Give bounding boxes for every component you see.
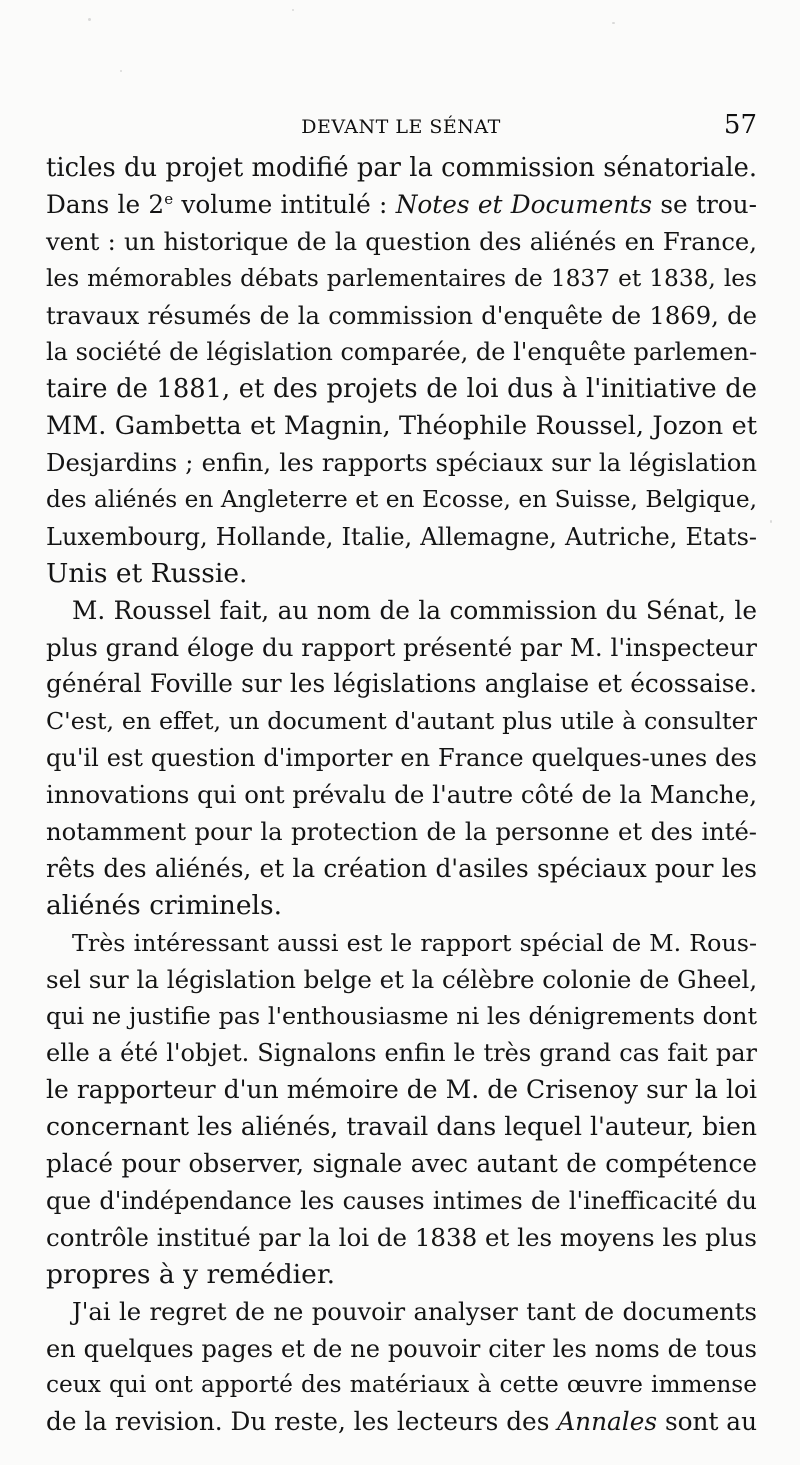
text-line: innovations qui ont prévalu de l'autre côté de la Manche, <box>46 780 757 810</box>
text-line: placé pour observer, signale avec autant de compétence <box>46 1149 757 1179</box>
page-number: 57 <box>723 110 757 140</box>
text-line: qui ne justifie pas l'enthousiasme ni les dénigrements dont <box>46 1002 757 1031</box>
text-line: en quelques pages et de ne pouvoir citer les noms de tous <box>46 1334 757 1363</box>
text-line: vent : un historique de la question des aliénés en France, <box>46 226 757 256</box>
text-line: Luxembourg, Hollande, Italie, Allemagne, Autriche, Etats- <box>46 522 757 551</box>
text-line: général Foville sur les législations anglaise et écossaise. <box>46 669 757 699</box>
text-line: MM. Gambetta et Magnin, Théophile Roussel, Jozon et <box>46 411 757 442</box>
running-head <box>45 110 757 146</box>
text-line: des aliénés en Angleterre et en Ecosse, en Suisse, Belgique, <box>46 486 757 514</box>
body-text <box>46 150 757 1441</box>
text-line: Dans le 2e volume intitulé : Notes et Documents se trou- <box>46 189 757 219</box>
text-line: Unis et Russie. <box>46 557 248 589</box>
text-line: contrôle institué par la loi de 1838 et les moyens les plus <box>46 1222 757 1252</box>
text-line: travaux résumés de la commission d'enquête de 1869, de <box>46 300 757 330</box>
running-title: DEVANT LE SÉNAT <box>301 116 501 138</box>
text-line: les mémorables débats parlementaires de 1837 et 1838, les <box>46 264 757 292</box>
text-line: de la revision. Du reste, les lecteurs des Annales sont au <box>46 1407 758 1437</box>
text-line: que d'indépendance les causes intimes de l'inefficacité du <box>46 1186 757 1215</box>
text-line: C'est, en effet, un document d'autant plus utile à consulter <box>46 707 757 736</box>
text-line: le rapporteur d'un mémoire de M. de Crisenoy sur la loi <box>46 1075 757 1105</box>
text-line: M. Roussel fait, au nom de la commission du Sénat, le <box>72 595 757 625</box>
text-line: aliénés criminels. <box>46 889 283 921</box>
text-line: la société de législation comparée, de l'enquête parlemen- <box>46 338 758 367</box>
text-line: ceux qui ont apporté des matériaux à cette œuvre immense <box>46 1371 757 1399</box>
text-line: concernant les aliénés, travail dans lequel l'auteur, bien <box>46 1112 757 1142</box>
text-line: taire de 1881, et des projets de loi dus à l'initiative de <box>46 374 757 405</box>
text-line: ticles du projet modifié par la commission sénatoriale. <box>46 153 757 183</box>
text-line: rêts des aliénés, et la création d'asiles spéciaux pour les <box>46 853 757 883</box>
text-line: plus grand éloge du rapport présenté par M. l'inspecteur <box>46 632 757 662</box>
text-line: notamment pour la protection de la personne et des inté- <box>46 817 757 847</box>
text-line: propres à y remédier. <box>46 1258 336 1290</box>
text-line: Desjardins ; enfin, les rapports spéciaux sur la législation <box>46 448 757 478</box>
text-line: sel sur la législation belge et la célèbre colonie de Gheel, <box>46 964 758 994</box>
text-line: elle a été l'objet. Signalons enfin le très grand cas fait par <box>46 1039 757 1068</box>
text-line: qu'il est question d'importer en France quelques-unes des <box>46 744 757 773</box>
text-line: J'ai le regret de ne pouvoir analyser tant de documents <box>72 1296 757 1326</box>
text-line: Très intéressant aussi est le rapport spécial de M. Rous- <box>72 928 757 957</box>
